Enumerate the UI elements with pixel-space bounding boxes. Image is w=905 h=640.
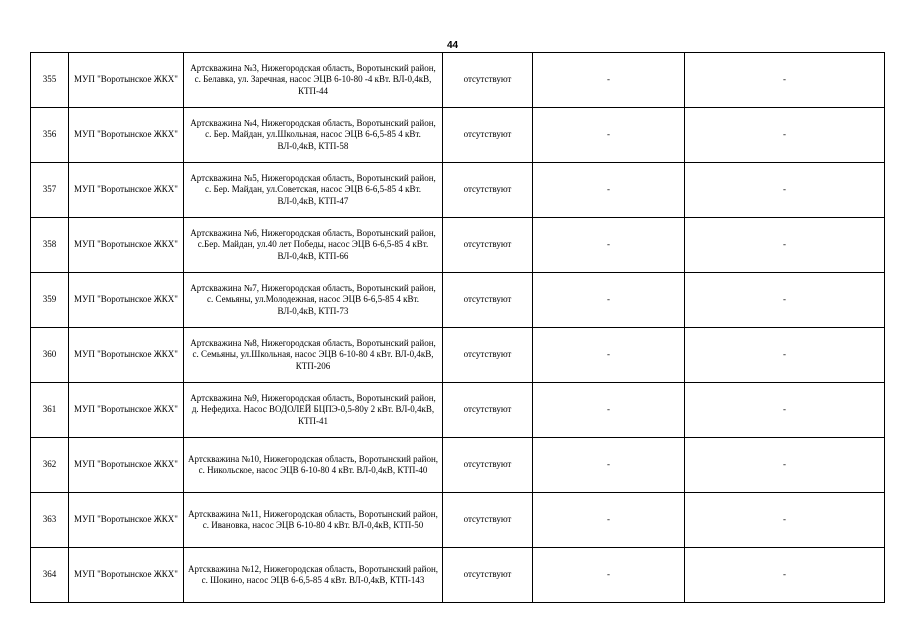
- column-6-cell: -: [685, 548, 885, 603]
- status-cell: отсутствуют: [443, 163, 533, 218]
- row-number-cell: 362: [31, 438, 69, 493]
- row-number-cell: 355: [31, 53, 69, 108]
- table-row: [31, 328, 885, 383]
- organization-cell: МУП "Воротынское ЖКХ": [69, 438, 184, 493]
- object-description-cell: Артскважина №9, Нижегородская область, Воротынский район, д. Нефедиха. Насос ВОДОЛЕЙ БЦПЭ-0,5-80у 2 кВт. ВЛ-0,4кВ, КТП-41: [184, 383, 443, 438]
- status-cell: отсутствуют: [443, 548, 533, 603]
- organization-cell: МУП "Воротынское ЖКХ": [69, 218, 184, 273]
- row-number-cell: 363: [31, 493, 69, 548]
- column-5-cell: -: [533, 53, 685, 108]
- page-number: 44: [446, 40, 459, 51]
- status-cell: отсутствуют: [443, 328, 533, 383]
- row-number-cell: 358: [31, 218, 69, 273]
- organization-cell: МУП "Воротынское ЖКХ": [69, 328, 184, 383]
- table-row: [31, 548, 885, 603]
- table-row: [31, 438, 885, 493]
- object-description-cell: Артскважина №6, Нижегородская область, Воротынский район, с.Бер. Майдан, ул.40 лет Победы, насос ЭЦВ 6-6,5-85 4 кВт. ВЛ-0,4кВ, КТП-66: [184, 218, 443, 273]
- table-row: [31, 163, 885, 218]
- column-6-cell: -: [685, 218, 885, 273]
- object-description-cell: Артскважина №5, Нижегородская область, Воротынский район, с. Бер. Майдан, ул.Советская, насос ЭЦВ 6-6,5-85 4 кВт. ВЛ-0,4кВ, КТП-47: [184, 163, 443, 218]
- organization-cell: МУП "Воротынское ЖКХ": [69, 548, 184, 603]
- column-6-cell: -: [685, 438, 885, 493]
- column-5-cell: -: [533, 548, 685, 603]
- object-description-cell: Артскважина №11, Нижегородская область, Воротынский район, с. Ивановка, насос ЭЦВ 6-10-80 4 кВт. ВЛ-0,4кВ, КТП-50: [184, 493, 443, 548]
- column-6-cell: -: [685, 163, 885, 218]
- column-5-cell: -: [533, 273, 685, 328]
- table-row: [31, 53, 885, 108]
- status-cell: отсутствуют: [443, 438, 533, 493]
- organization-cell: МУП "Воротынское ЖКХ": [69, 493, 184, 548]
- table-row: [31, 218, 885, 273]
- object-description-cell: Артскважина №10, Нижегородская область, Воротынский район, с. Никольское, насос ЭЦВ 6-10-80 4 кВт. ВЛ-0,4кВ, КТП-40: [184, 438, 443, 493]
- column-6-cell: -: [685, 383, 885, 438]
- row-number-cell: 357: [31, 163, 69, 218]
- row-number-cell: 356: [31, 108, 69, 163]
- object-description-cell: Артскважина №7, Нижегородская область, Воротынский район, с. Семьяны, ул.Молодежная, насос ЭЦВ 6-6,5-85 4 кВт. ВЛ-0,4кВ, КТП-73: [184, 273, 443, 328]
- organization-cell: МУП "Воротынское ЖКХ": [69, 273, 184, 328]
- organization-cell: МУП "Воротынское ЖКХ": [69, 383, 184, 438]
- column-6-cell: -: [685, 328, 885, 383]
- object-description-cell: Артскважина №3, Нижегородская область, Воротынский район, с. Белавка, ул. Заречная, насос ЭЦВ 6-10-80 -4 кВт. ВЛ-0,4кВ, КТП-44: [184, 53, 443, 108]
- status-cell: отсутствуют: [443, 383, 533, 438]
- column-5-cell: -: [533, 218, 685, 273]
- column-5-cell: -: [533, 108, 685, 163]
- object-description-cell: Артскважина №4, Нижегородская область, Воротынский район, с. Бер. Майдан, ул.Школьная, насос ЭЦВ 6-6,5-85 4 кВт. ВЛ-0,4кВ, КТП-58: [184, 108, 443, 163]
- column-5-cell: -: [533, 328, 685, 383]
- table-row: [31, 383, 885, 438]
- status-cell: отсутствуют: [443, 218, 533, 273]
- status-cell: отсутствуют: [443, 273, 533, 328]
- table-row: [31, 493, 885, 548]
- row-number-cell: 361: [31, 383, 69, 438]
- column-6-cell: -: [685, 108, 885, 163]
- column-6-cell: -: [685, 273, 885, 328]
- row-number-cell: 359: [31, 273, 69, 328]
- column-5-cell: -: [533, 493, 685, 548]
- registry-table: [30, 52, 885, 603]
- table-row: [31, 273, 885, 328]
- row-number-cell: 360: [31, 328, 69, 383]
- column-6-cell: -: [685, 493, 885, 548]
- registry-table-body: [31, 53, 885, 603]
- column-5-cell: -: [533, 438, 685, 493]
- table-row: [31, 108, 885, 163]
- object-description-cell: Артскважина №12, Нижегородская область, Воротынский район, с. Шокино, насос ЭЦВ 6-6,5-85 4 кВт. ВЛ-0,4кВ, КТП-143: [184, 548, 443, 603]
- column-5-cell: -: [533, 163, 685, 218]
- column-5-cell: -: [533, 383, 685, 438]
- row-number-cell: 364: [31, 548, 69, 603]
- organization-cell: МУП "Воротынское ЖКХ": [69, 53, 184, 108]
- object-description-cell: Артскважина №8, Нижегородская область, Воротынский район, с. Семьяны, ул.Школьная, насос ЭЦВ 6-10-80 4 кВт. ВЛ-0,4кВ, КТП-206: [184, 328, 443, 383]
- status-cell: отсутствуют: [443, 108, 533, 163]
- organization-cell: МУП "Воротынское ЖКХ": [69, 108, 184, 163]
- organization-cell: МУП "Воротынское ЖКХ": [69, 163, 184, 218]
- status-cell: отсутствуют: [443, 53, 533, 108]
- status-cell: отсутствуют: [443, 493, 533, 548]
- column-6-cell: -: [685, 53, 885, 108]
